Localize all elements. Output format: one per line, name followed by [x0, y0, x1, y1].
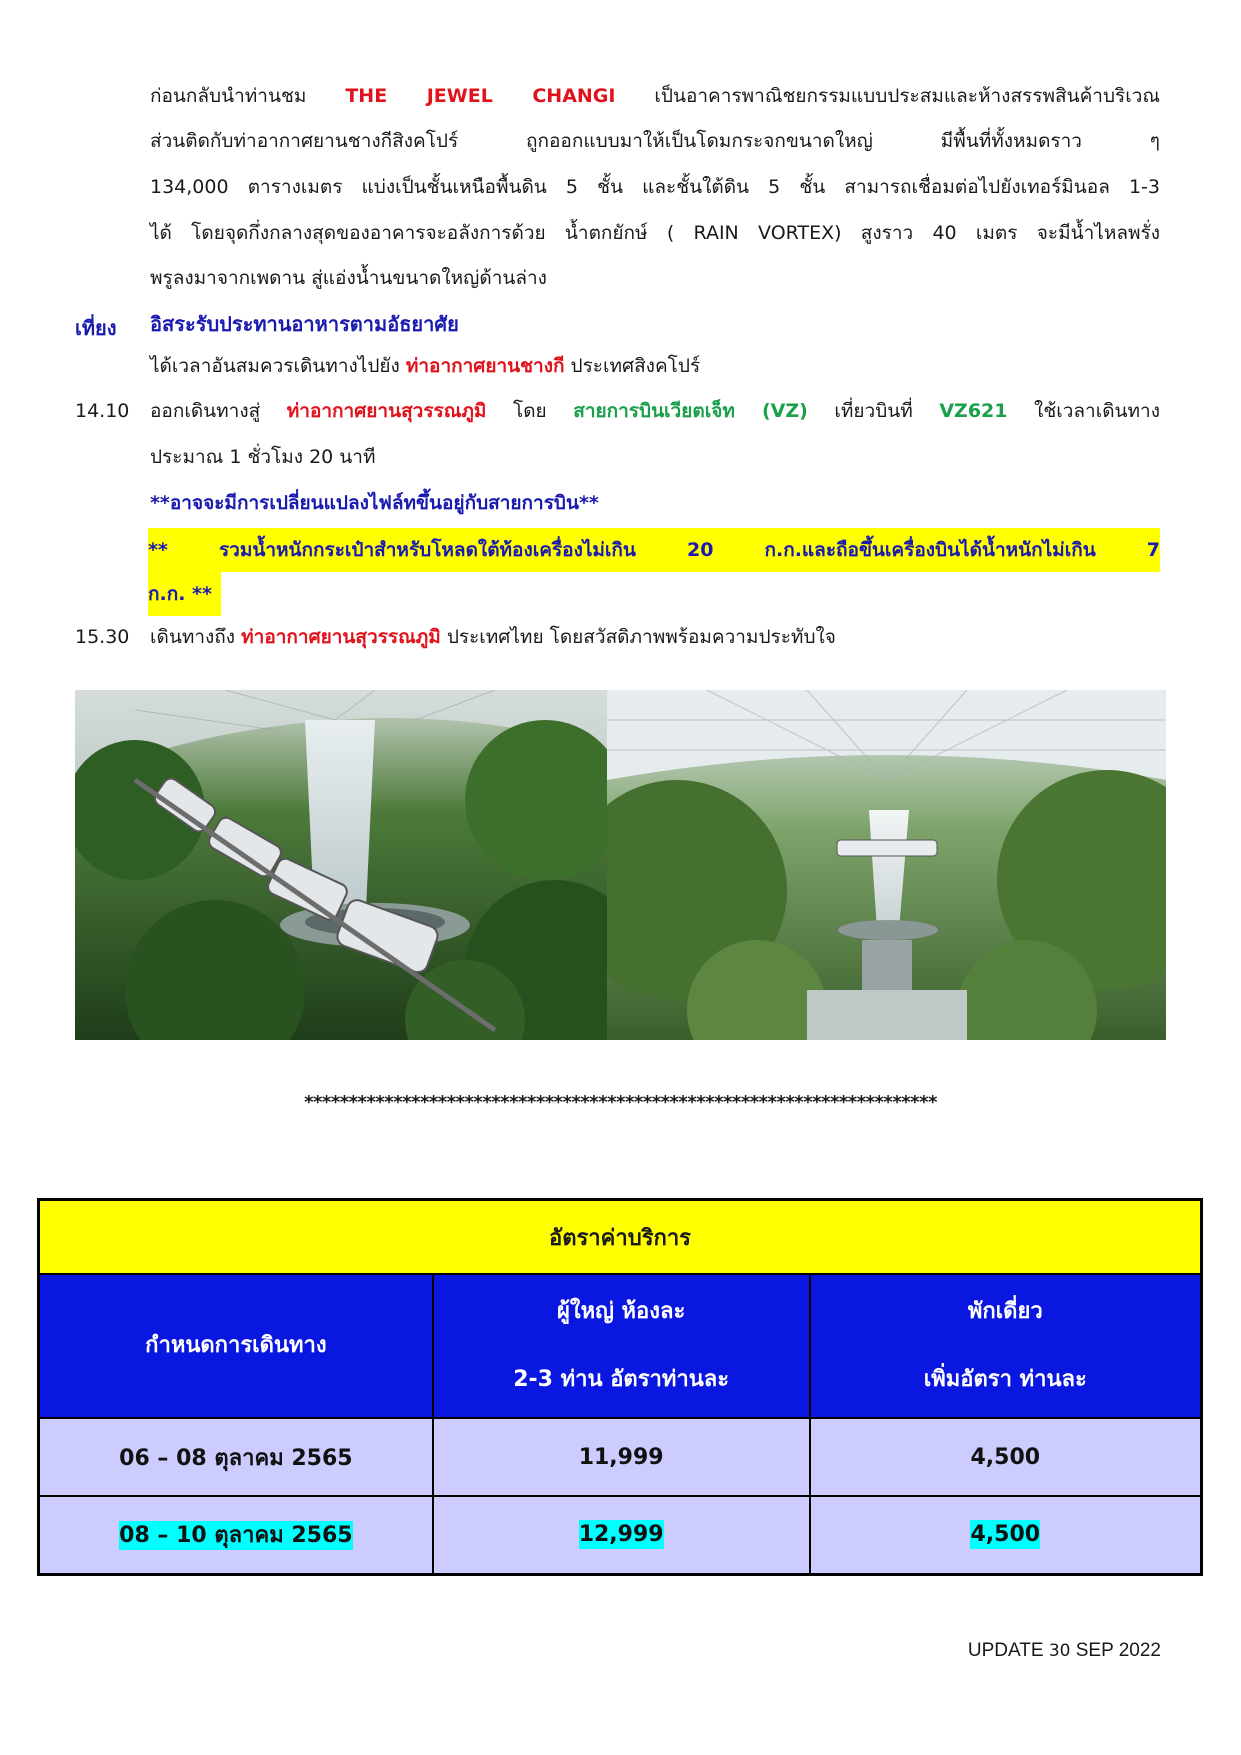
- noon-label: เที่ยง: [75, 316, 117, 340]
- noon-travel: ได้เวลาอันสมควรเดินทางไปยัง ท่าอากาศยานชางกี ประเทศสิงคโปร์: [150, 355, 701, 377]
- jewel-photo-vortex: [607, 690, 1166, 1040]
- arrival-line: เดินทางถึง ท่าอากาศยานสุวรรณภูมิ ประเทศไทย โดยสวัสดิภาพพร้อมความประทับใจ: [150, 626, 836, 648]
- col-header-date: กำหนดการเดินทาง: [39, 1274, 433, 1418]
- update-stamp: UPDATE 30 SEP 2022: [967, 1640, 1161, 1661]
- flight-change-note: **อาจจะมีการเปลี่ยนแปลงไฟล์ทขึ้นอยู่กับสายการบิน**: [150, 492, 599, 514]
- intro-line-4: ได้ โดยจุดกึ่งกลางสุดของอาคารจะอลังการด้วย น้ำตกยักษ์ ( RAIN VORTEX) สูงราว 40 เมตร จะมีน้ำไหลพรั่ง: [150, 222, 1160, 244]
- col-header-single-line-2: เพิ่มอัตรา ท่านละ: [923, 1367, 1087, 1392]
- rates-table: [37, 1198, 1203, 1576]
- flight-line: ออกเดินทางสู่ ท่าอากาศยานสุวรรณภูมิ โดย สายการบินเวียตเจ็ท (VZ) เที่ยวบินที่ VZ621 ใช้เวลาเดินทาง: [150, 400, 1160, 422]
- row-single-price: 4,500: [810, 1418, 1202, 1496]
- rates-title: อัตราค่าบริการ: [39, 1200, 1202, 1275]
- col-header-single-line-1: พักเดี่ยว: [967, 1299, 1043, 1324]
- col-header-single: [810, 1274, 1202, 1418]
- intro-line-5: พรูลงมาจากเพดาน สู่แอ่งน้ำนขนาดใหญ่ด้านล่าง: [150, 267, 547, 289]
- intro-line-1: ก่อนกลับนำท่านชม THE JEWEL CHANGI เป็นอาคารพาณิชยกรรมแบบประสมและห้างสรรพสินค้าบริเวณ: [150, 85, 1160, 107]
- row-adult-price: 12,999: [433, 1496, 810, 1574]
- arrival-time: 15.30: [75, 626, 130, 648]
- flight-time: 14.10: [75, 400, 130, 422]
- intro-line-2: ส่วนติดกับท่าอากาศยานชางกีสิงคโปร์ ถูกออกแบบมาให้เป็นโดมกระจกขนาดใหญ่ มีพื้นที่ทั้งหมดราว ๆ: [150, 130, 1160, 152]
- baggage-note-line-1: ** รวมน้ำหนักกระเป๋าสำหรับโหลดใต้ท้องเครื่องไม่เกิน 20 ก.ก.และถือขึ้นเครื่องบินได้น้ำหนักไม่เกิน 7: [148, 528, 1160, 572]
- row-adult-price: 11,999: [433, 1418, 810, 1496]
- flight-duration: ประมาณ 1 ชั่วโมง 20 นาที: [150, 446, 376, 468]
- col-header-adult-line-1: ผู้ใหญ่ ห้องละ: [557, 1299, 686, 1324]
- row-single-price: 4,500: [810, 1496, 1202, 1574]
- table-row: [39, 1418, 1202, 1496]
- table-row: [39, 1496, 1202, 1574]
- row-date: 08 – 10 ตุลาคม 2565: [39, 1496, 433, 1574]
- jewel-changi-name: THE JEWEL CHANGI: [345, 85, 616, 107]
- separator-stars: ***********************************************************************: [304, 1092, 937, 1113]
- row-date: 06 – 08 ตุลาคม 2565: [39, 1418, 433, 1496]
- col-header-adult-line-2: 2-3 ท่าน อัตราท่านละ: [513, 1367, 730, 1392]
- noon-meal: อิสระรับประทานอาหารตามอัธยาศัย: [150, 312, 459, 336]
- jewel-photo-train: [75, 690, 607, 1040]
- intro-line-3: 134,000 ตารางเมตร แบ่งเป็นชั้นเหนือพื้นดิน 5 ชั้น และชั้นใต้ดิน 5 ชั้น สามารถเชื่อมต่อไปยังเทอร์มินอล 1-3: [150, 176, 1160, 198]
- col-header-adult: [433, 1274, 810, 1418]
- baggage-note-line-2: ก.ก. **: [148, 572, 221, 616]
